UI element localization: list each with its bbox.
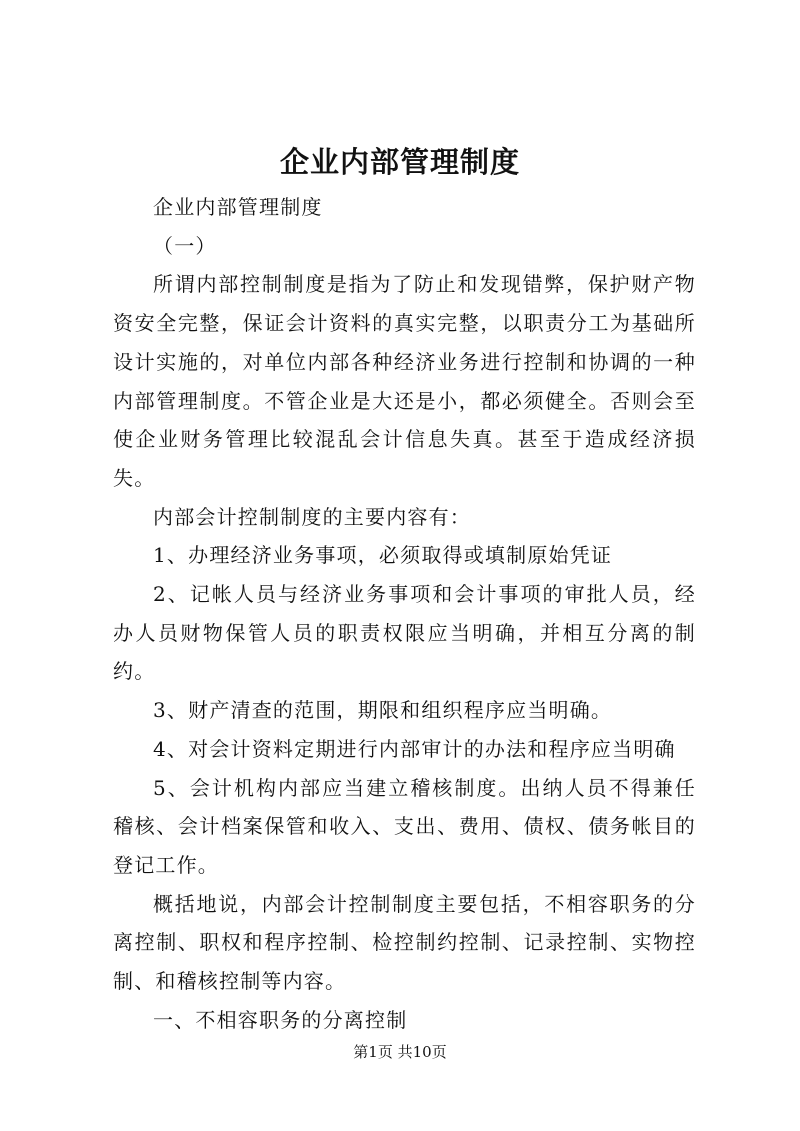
- list-item-3: 3、财产清查的范围，期限和组织程序应当明确。: [153, 698, 613, 723]
- paragraph-subtitle: 企业内部管理制度: [153, 195, 323, 219]
- section-heading: 一、不相容职务的分离控制: [153, 1007, 408, 1032]
- document-body: [113, 188, 696, 1039]
- list-item-2: 2、记帐人员与经济业务事项和会计事项的审批人员，经办人员财物保管人员的职责权限应当明确，并相互分离的制约。: [113, 582, 696, 684]
- list-item-1: 1、办理经济业务事项，必须取得或填制原始凭证: [153, 543, 613, 568]
- paragraph-summary: 概括地说，内部会计控制制度主要包括，不相容职务的分离控制、职权和程序控制、检控制约控制、记录控制、实物控制、和稽核控制等内容。: [113, 891, 696, 994]
- list-item-5: 5、会计机构内部应当建立稽核制度。出纳人员不得兼任稽核、会计档案保管和收入、支出、费用、债权、债务帐目的登记工作。: [113, 775, 696, 877]
- page-footer: 第1页 共10页: [353, 1043, 447, 1061]
- paragraph-contents-intro: 内部会计控制制度的主要内容有：: [153, 504, 471, 529]
- document-title: 企业内部管理制度: [279, 145, 520, 179]
- list-item-4: 4、对会计资料定期进行内部审计的办法和程序应当明确: [153, 736, 676, 761]
- paragraph-section-number: （一）: [153, 233, 217, 258]
- paragraph-definition: 所谓内部控制制度是指为了防止和发现错弊，保护财产物资安全完整，保证会计资料的真实完整，以职责分工为基础所设计实施的，对单位内部各种经济业务进行控制和协调的一种内部管理制度。不管企业是大还是小，都必须健全。否则会至使企业财务管理比较混乱会计信息失真。甚至于造成经济损失。: [113, 272, 696, 490]
